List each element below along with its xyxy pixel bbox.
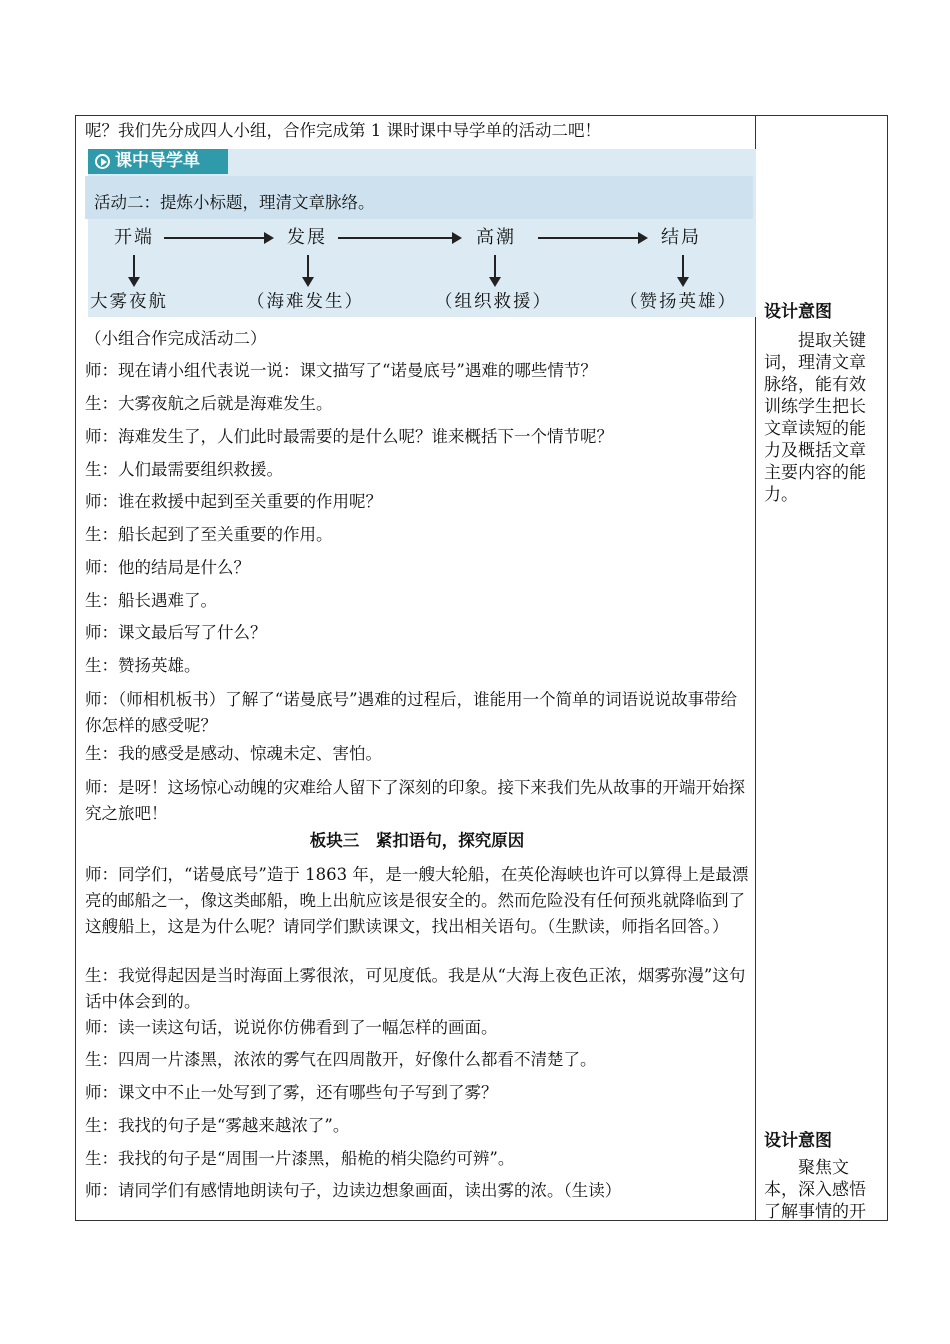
flow-answer-3: （组织救援） — [435, 292, 552, 312]
dialogue-line: 师：他的结局是什么？ — [85, 558, 250, 577]
flow-arrow-down — [307, 255, 309, 285]
flow-answer-2: （海难发生） — [247, 292, 364, 312]
flow-answer-4: （赞扬英雄） — [620, 292, 737, 312]
lesson-table — [75, 115, 888, 1221]
dialogue-line: 生：我找的句子是“雾越来越浓了”。 — [85, 1116, 350, 1135]
dialogue-paragraph: 师：是呀！这场惊心动魄的灾难给人留下了深刻的印象。接下来我们先从故事的开端开始探究之旅吧！ — [85, 778, 745, 823]
dialogue-line: 生：大雾夜航之后就是海难发生。 — [85, 394, 333, 413]
play-icon — [95, 154, 110, 169]
guide-tab-label: 课中导学单 — [115, 151, 200, 171]
flow-answer-1: 大雾夜航 — [90, 292, 168, 312]
dialogue-line: 师：海难发生了，人们此时最需要的是什么呢？谁来概括下一个情节呢？ — [85, 427, 613, 446]
dialogue-line: 生：赞扬英雄。 — [85, 656, 201, 675]
dialogue-line: 生：四周一片漆黑，浓浓的雾气在四周散开，好像什么都看不清楚了。 — [85, 1050, 597, 1069]
flow-arrow-right — [164, 237, 272, 239]
design-intent-title: 设计意图 — [764, 302, 832, 322]
design-intent-title: 设计意图 — [764, 1131, 832, 1151]
flow-label-development: 发展 — [287, 227, 327, 248]
dialogue-line: 生：船长遇难了。 — [85, 591, 217, 610]
flow-arrow-right — [538, 237, 646, 239]
dialogue-line: 师：谁在救援中起到至关重要的作用呢？ — [85, 492, 382, 511]
flow-arrow-down — [133, 255, 135, 285]
section-title: 板块三 紧扣语句，探究原因 — [309, 831, 525, 850]
dialogue-line: 生：我的感受是感动、惊魂未定、害怕。 — [85, 744, 382, 763]
intro-line: 呢？我们先分成四人小组，合作完成第 1 课时课中导学单的活动二吧！ — [85, 121, 601, 140]
dialogue-paragraph: 师：同学们，“诺曼底号”造于 1863 年，是一艘大轮船，在英伦海峡也许可以算得上是最漂亮的邮船之一，像这类邮船，晚上出航应该是很安全的。然而危险没有任何预兆就降临到了这艘船上，这是为什么呢？请同学们默读课文，找出相关语句。（生默读，师指名回答。） — [85, 865, 749, 936]
dialogue-line: 师：课文中不止一处写到了雾，还有哪些句子写到了雾？ — [85, 1083, 498, 1102]
dialogue-paragraph: 生：我觉得起因是当时海面上雾很浓，可见度低。我是从“大海上夜色正浓，烟雾弥漫”这句话中体会到的。 — [85, 966, 746, 1011]
flow-arrow-down — [494, 255, 496, 285]
dialogue-line: 师：课文最后写了什么？ — [85, 623, 267, 642]
dialogue-line: 生：船长起到了至关重要的作用。 — [85, 525, 333, 544]
design-intent-text: 提取关键词，理清文章脉络，能有效训练学生把长文章读短的能力及概括文章主要内容的能力。 — [764, 331, 866, 505]
flow-label-start: 开端 — [114, 227, 154, 248]
flow-label-ending: 结局 — [661, 227, 701, 248]
dialogue-paragraph: 师：（师相机板书）了解了“诺曼底号”遇难的过程后，谁能用一个简单的词语说说故事带给你怎样的感受呢？ — [85, 690, 738, 735]
flow-arrow-right — [338, 237, 460, 239]
flow-label-climax: 高潮 — [476, 227, 516, 248]
dialogue-line: 生：我找的句子是“周围一片漆黑，船桅的梢尖隐约可辨”。 — [85, 1149, 515, 1168]
flow-arrow-down — [682, 255, 684, 285]
dialogue-line: 师：现在请小组代表说一说：课文描写了“诺曼底号”遇难的哪些情节？ — [85, 361, 597, 380]
activity-text: 活动二：提炼小标题，理清文章脉络。 — [94, 193, 375, 212]
dialogue-line: 师：请同学们有感情地朗读句子，边读边想象画面，读出雾的浓。（生读） — [85, 1181, 622, 1200]
guide-tab — [88, 149, 228, 174]
design-intent-text: 聚焦文本，深入感悟了解事情的开 — [764, 1158, 866, 1222]
dialogue-line: 师：读一读这句话，说说你仿佛看到了一幅怎样的画面。 — [85, 1018, 498, 1037]
dialogue-line: 生：人们最需要组织救援。 — [85, 460, 283, 479]
dialogue-line: （小组合作完成活动二） — [85, 329, 267, 348]
